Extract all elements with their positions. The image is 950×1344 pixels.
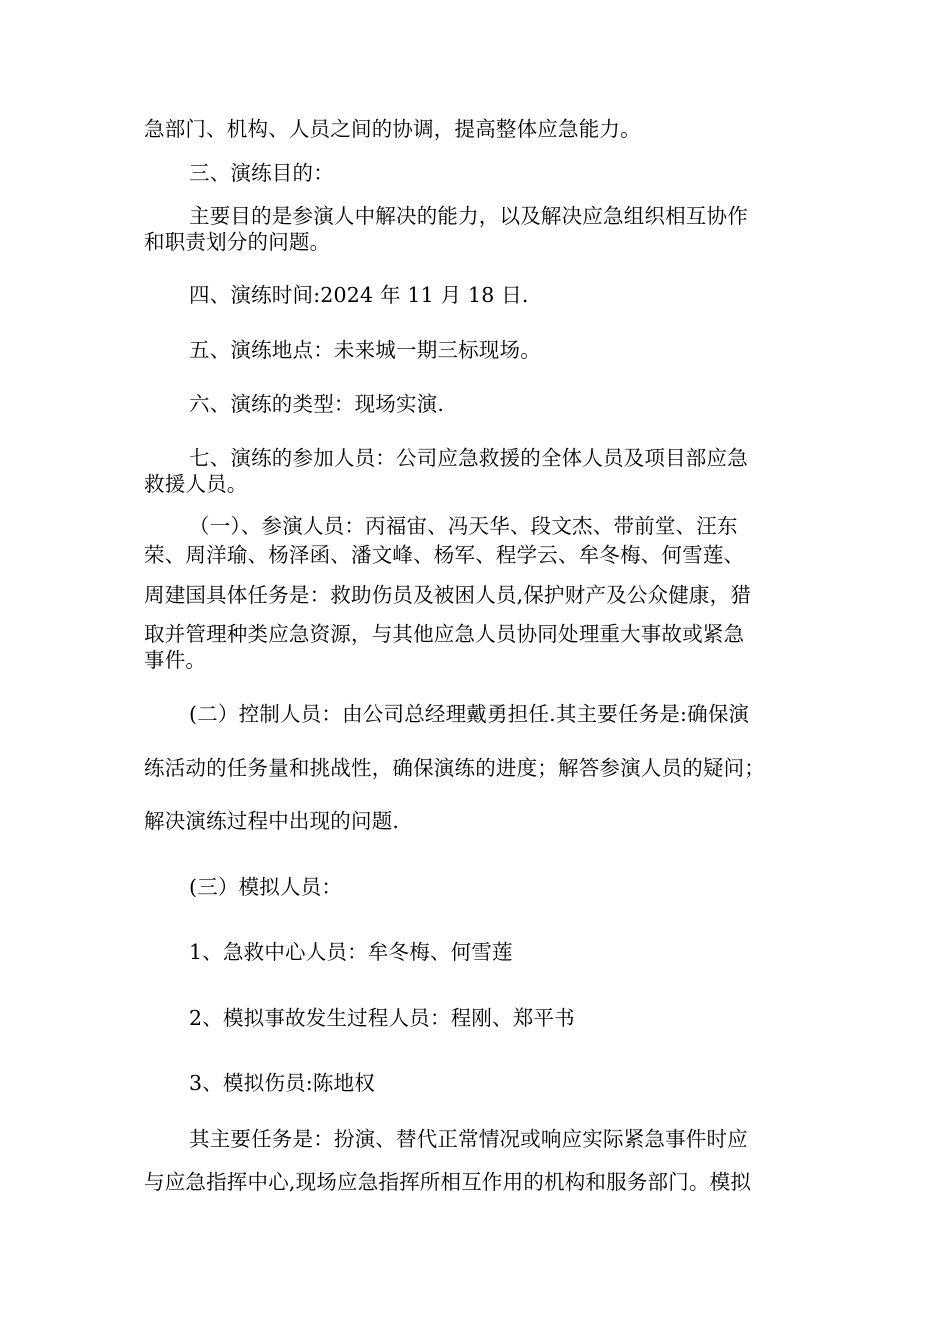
section-heading: 六、演练的类型：现场实演.	[189, 392, 445, 416]
subsection-heading: （一）、参演人员：丙福宙、冯天华、段文杰、带前堂、汪东	[189, 514, 738, 538]
section-heading: 五、演练地点：未来城一期三标现场。	[189, 338, 541, 362]
text-line: 急部门、机构、人员之间的协调，提高整体应急能力。	[144, 117, 641, 141]
list-item: 2、模拟事故发生过程人员：程刚、郑平书	[189, 1006, 575, 1030]
list-item: 1、急救中心人员：牟冬梅、何雪莲	[189, 940, 513, 964]
text-line: 荣、周洋瑜、杨泽函、潘文峰、杨军、程学云、牟冬梅、何雪莲、	[144, 543, 745, 567]
list-item: 3、模拟伤员:陈地权	[189, 1071, 375, 1095]
section-heading: 三、演练目的：	[189, 161, 334, 185]
section-heading: 七、演练的参加人员：公司应急救援的全体人员及项目部应急	[189, 446, 748, 470]
text-line: 其主要任务是：扮演、替代正常情况或响应实际紧急事件时应	[189, 1127, 748, 1151]
text-line: 和职责划分的问题。	[144, 230, 331, 254]
text-line: 周建国具体任务是：救助伤员及被困人员,保护财产及公众健康，猎	[144, 583, 752, 607]
text-line: 主要目的是参演人中解决的能力，以及解决应急组织相互协作	[189, 204, 748, 228]
text-line: 救援人员。	[144, 472, 248, 496]
text-line: 取并管理种类应急资源，与其他应急人员协同处理重大事故或紧急	[144, 622, 745, 646]
text-line: 与应急指挥中心,现场应急指挥所相互作用的机构和服务部门。模拟	[144, 1170, 752, 1194]
text-line: 事件。	[144, 648, 207, 672]
text-line: 练活动的任务量和挑战性，确保演练的进度；解答参演人员的疑问；	[144, 756, 765, 780]
subsection-heading: (三）模拟人员：	[189, 875, 343, 899]
subsection-heading: (二）控制人员：由公司总经理戴勇担任.其主要任务是:确保演	[189, 702, 750, 726]
text-line: 解决演练过程中出现的问题.	[144, 809, 400, 833]
section-heading: 四、演练时间:2024 年 11 月 18 日.	[189, 283, 529, 307]
